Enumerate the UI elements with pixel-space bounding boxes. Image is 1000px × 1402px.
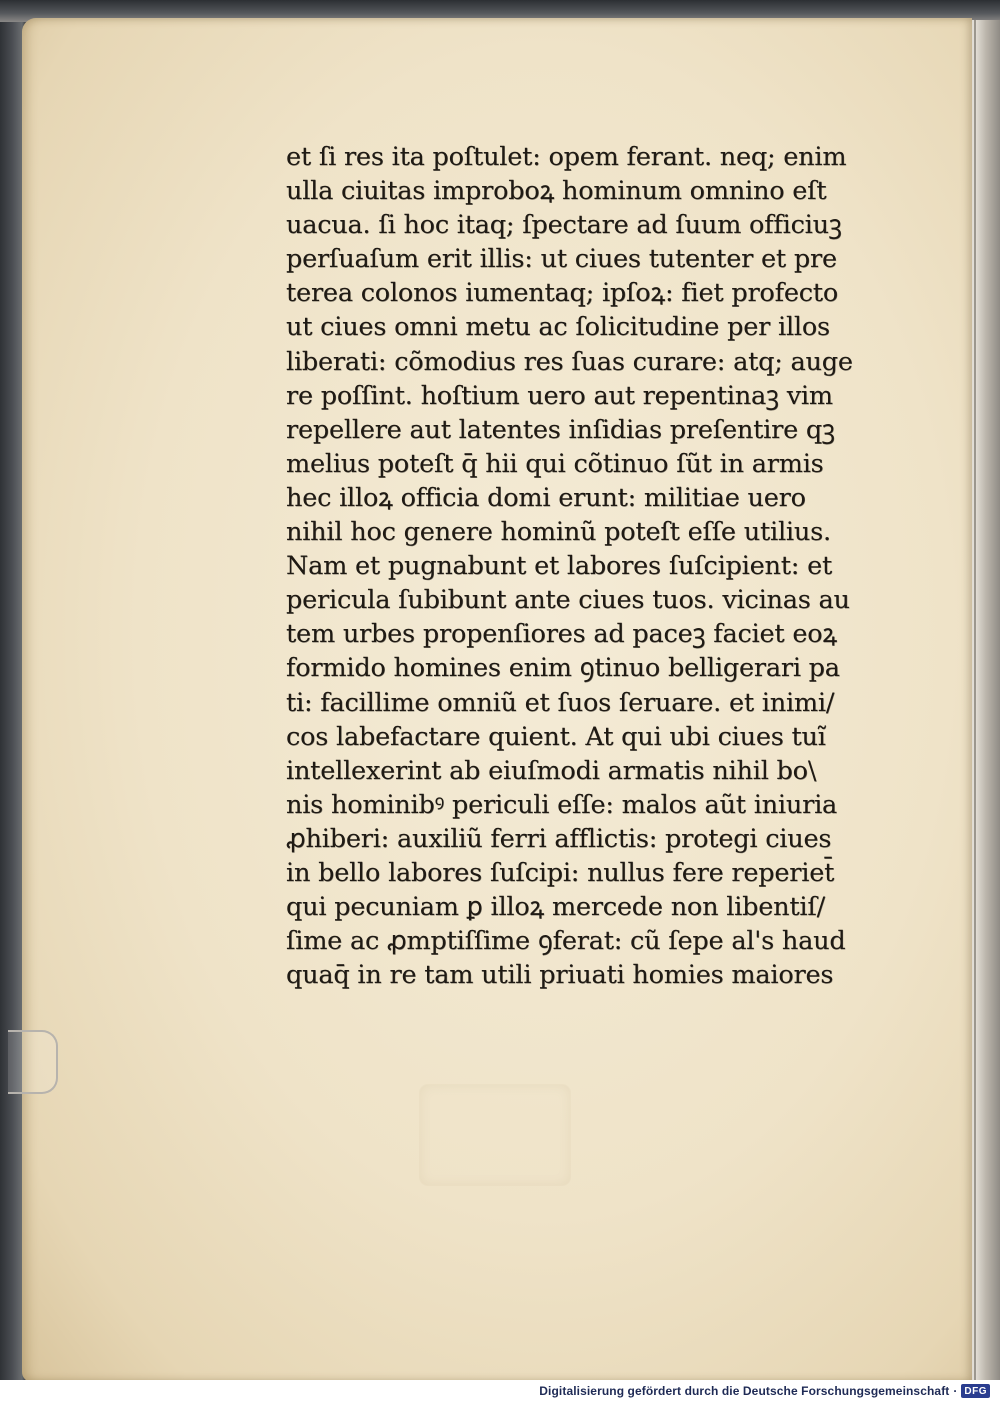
page-text-block: [286, 140, 906, 992]
text-line: perſuaſum erit illis: ut ciues tutenter et pre: [286, 244, 837, 275]
text-line: repellere aut latentes inſidias preſentire qꝫ: [286, 414, 835, 445]
digitization-footer: [0, 1380, 1000, 1402]
text-line: formido homines enim ꝯtinuo belligerari pa: [286, 653, 840, 684]
text-line: cos labefactare quient. At qui ubi ciues tuĩ: [286, 721, 826, 752]
text-line: intellexerint ab eiuſmodi armatis nihil bo\: [286, 755, 817, 786]
text-line: qui pecuniam ꝑ illoꝝ mercede non libentiſ/: [286, 892, 825, 923]
funding-credit: Digitalisierung gefördert durch die Deutsche Forschungsgemeinschaft: [539, 1384, 950, 1398]
text-line: terea colonos iumentaq; ipſoꝝ: fiet profecto: [286, 278, 838, 309]
text-line: re poſſint. hoſtium uero aut repentinaꝫ vim: [286, 380, 833, 411]
clasp-mark: [8, 1030, 58, 1094]
blind-stamp-impression: [420, 1085, 570, 1185]
text-line: in bello labores ſuſcipi: nullus fere reperiet̄: [286, 857, 835, 888]
text-line: Nam et pugnabunt et labores ſuſcipient: et: [286, 551, 833, 582]
text-line: melius poteſt q̄ hii qui cõtinuo ſũt in armis: [286, 448, 824, 479]
text-line: et ſi res ita poſtulet: opem ferant. neq; enim: [286, 142, 847, 172]
text-line: ulla ciuitas improboꝝ hominum omnino eſt: [286, 176, 827, 207]
text-line: liberati: cõmodius res ſuas curare: atq; auge: [286, 346, 853, 377]
text-line: nis hominibꝰ periculi eſſe: malos aũt iniuria: [286, 789, 838, 820]
text-line: quaq̄ in re tam utili priuati homies maiores: [286, 960, 834, 991]
text-line: hec illoꝝ officia domi erunt: militiae uero: [286, 482, 806, 513]
text-line: ſime ac ꝓmptiſſime ꝯferat: cũ ſepe al's haud: [286, 926, 846, 957]
footer-separator: ·: [953, 1384, 958, 1398]
text-line: ꝓhiberi: auxiliũ ferri afflictis: protegi ciues: [286, 823, 832, 854]
text-line: tem urbes propenſiores ad paceꝫ faciet eoꝝ: [286, 619, 837, 650]
dfg-logo-icon: DFG: [961, 1384, 990, 1398]
text-line: ut ciues omni metu ac ſolicitudine per illos: [286, 312, 830, 343]
text-line: ti: facillime omniũ et ſuos ſeruare. et inimi/: [286, 687, 835, 718]
text-line: nihil hoc genere hominũ poteſt eſſe utilius.: [286, 517, 831, 548]
text-line: uacua. ſi hoc itaq; ſpectare ad ſuum officiuꝫ: [286, 210, 842, 241]
text-line: pericula ſubibunt ante ciues tuos. vicinas au: [286, 585, 850, 616]
